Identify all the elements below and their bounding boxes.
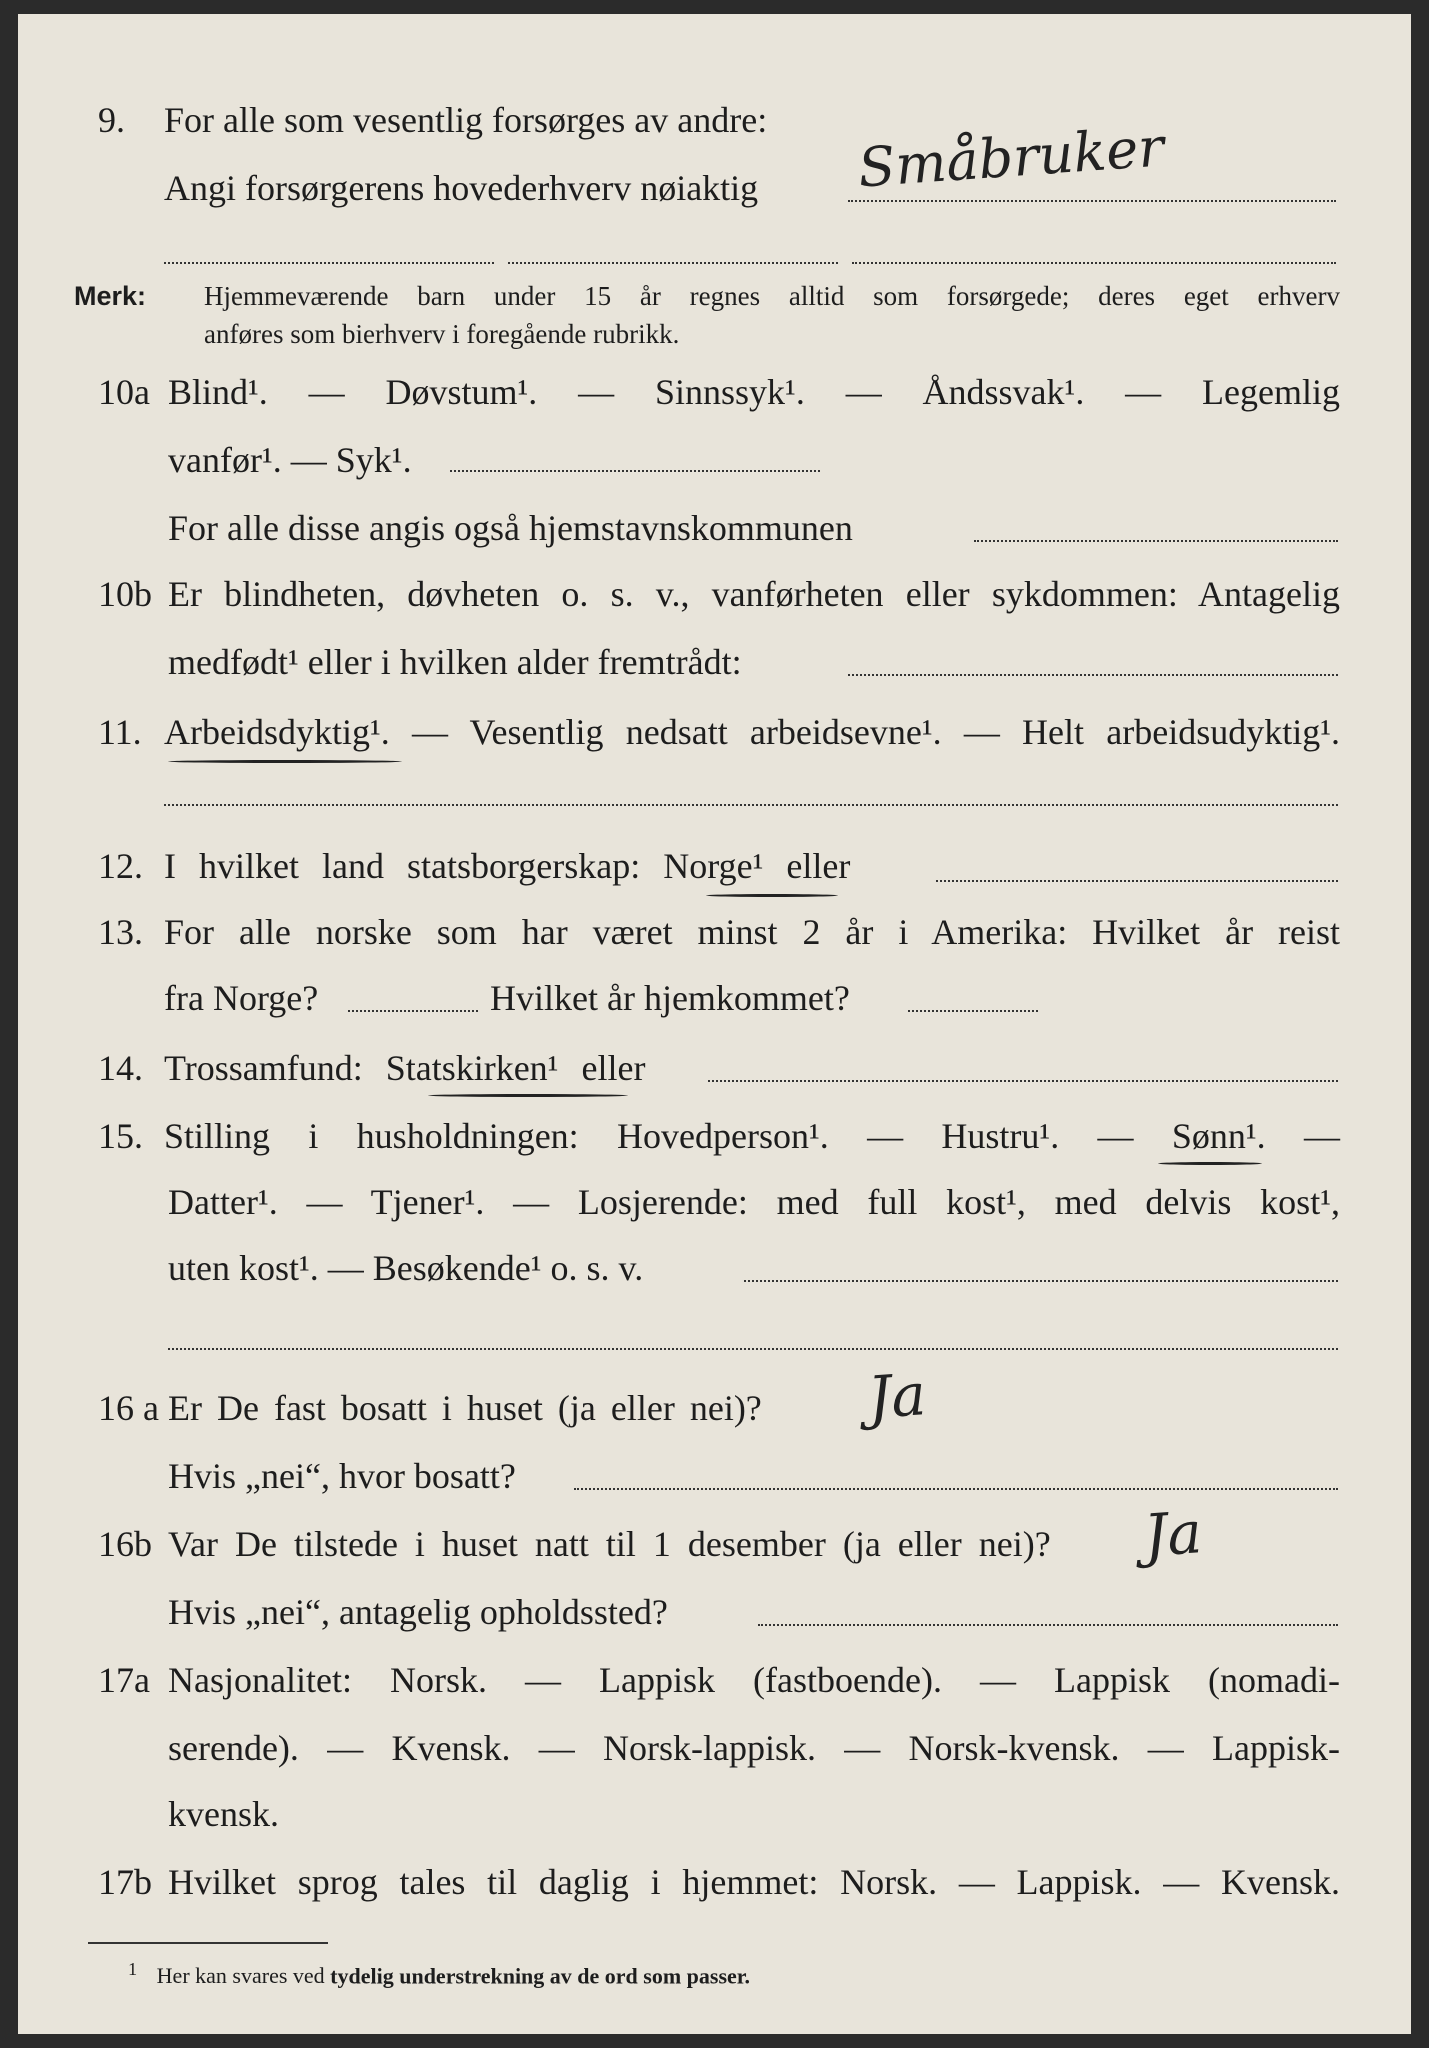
q9-extra-line-a[interactable] (164, 262, 494, 264)
q13-reist-line[interactable] (348, 1010, 478, 1012)
q16b-handwritten-answer: Ja (1141, 1498, 1205, 1570)
q14-underline-statskirken (428, 1094, 628, 1097)
q13-line2b: Hvilket år hjemkommet? (490, 978, 850, 1018)
q10a-line3: For alle disse angis også hjemstavnskommunen (168, 508, 853, 548)
q17b-line1: Hvilket sprog tales til daglig i hjemmet: Norsk. — Lappisk. — Kvensk. (168, 1862, 1340, 1902)
q17a-line2: serende). — Kvensk. — Norsk-lappisk. — Norsk-kvensk. — Lappisk- (168, 1728, 1340, 1768)
footnote-rule (88, 1942, 328, 1944)
q17b-number: 17b (98, 1862, 152, 1902)
merk-line1: Hjemmeværende barn under 15 år regnes alltid som forsørgede; deres eget erhverv (204, 281, 1340, 311)
q9-handwritten-answer: Småbruker (856, 115, 1166, 200)
q15-underline-sonn (1158, 1162, 1262, 1165)
q9-extra-line-b[interactable] (508, 262, 838, 264)
merk-line2: anføres som bierhverv i foregående rubrikk. (204, 319, 680, 349)
q16a-answer-line[interactable] (574, 1488, 1338, 1490)
q16b-line1: Var De tilstede i huset natt til 1 desember (ja eller nei)? (168, 1524, 1051, 1564)
q16b-answer-line[interactable] (758, 1624, 1338, 1626)
q9-line1: For alle som vesentlig forsørges av andre: (164, 100, 768, 140)
q16a-number: 16 a (98, 1388, 159, 1428)
q12-line1: I hvilket land statsborgerskap: Norge¹ eller (164, 846, 851, 886)
q17a-number: 17a (98, 1660, 150, 1700)
option-blind[interactable]: Blind¹. (168, 372, 268, 412)
dash: — (1125, 372, 1162, 412)
q10a-number: 10a (98, 372, 150, 412)
dash: — (578, 372, 615, 412)
q15-extra-line[interactable] (168, 1348, 1338, 1350)
q10a-line2: vanfør¹. — Syk¹. (168, 440, 412, 480)
merk-label: Merk: (74, 281, 147, 311)
dash: — (845, 372, 882, 412)
dash: — (308, 372, 345, 412)
q14-answer-line[interactable] (708, 1080, 1338, 1082)
q10a-answer-line[interactable] (450, 470, 820, 472)
census-form-page (18, 14, 1411, 2034)
q10b-line1: Er blindheten, døvheten o. s. v., vanførheten eller sykdommen: Antagelig (168, 574, 1340, 614)
q10a-line1 (168, 370, 1340, 414)
q11-line1: Arbeidsdyktig¹. — Vesentlig nedsatt arbeidsevne¹. — Helt arbeidsudyktig¹. (164, 712, 1340, 752)
q9-answer-line[interactable] (848, 200, 1336, 202)
q16b-line2: Hvis „nei“, antagelig opholdssted? (168, 1592, 668, 1632)
q15-number: 15. (98, 1116, 143, 1156)
footnote-text-plain: Her kan svares ved (156, 1963, 325, 1989)
footnote-mark: 1 (128, 1959, 138, 1979)
q13-number: 13. (98, 912, 143, 952)
footnote-text-bold: tydelig understrekning av de ord som passer. (330, 1963, 751, 1989)
q15-line1: Stilling i husholdningen: Hovedperson¹. — Hustru¹. — Sønn¹. — (164, 1116, 1340, 1156)
q15-answer-line[interactable] (744, 1280, 1338, 1282)
option-dovstum[interactable]: Døvstum¹. (385, 372, 538, 412)
q11-extra-line[interactable] (164, 804, 1338, 806)
q16a-line1: Er De fast bosatt i huset (ja eller nei)? (168, 1388, 762, 1428)
q16b-number: 16b (98, 1524, 152, 1564)
q13-line1: For alle norske som har været minst 2 år i Amerika: Hvilket år reist (164, 912, 1340, 952)
q17a-line3: kvensk. (168, 1794, 279, 1834)
q14-number: 14. (98, 1048, 143, 1088)
q10b-line2: medfødt¹ eller i hvilken alder fremtrådt: (168, 642, 742, 682)
option-sinnssyk[interactable]: Sinnssyk¹. (655, 372, 805, 412)
option-andssvak[interactable]: Åndssvak¹. (922, 372, 1085, 412)
q16a-line2: Hvis „nei“, hvor bosatt? (168, 1456, 516, 1496)
q10b-answer-line[interactable] (848, 674, 1338, 676)
option-legemlig[interactable]: Legemlig (1202, 372, 1340, 412)
q11-underline-arbeidsdyktig (168, 760, 402, 763)
q11-number: 11. (98, 712, 142, 752)
q13-hjemkommet-line[interactable] (908, 1010, 1038, 1012)
q9-line2: Angi forsørgerens hovederhverv nøiaktig (164, 168, 759, 208)
q15-line2: Datter¹. — Tjener¹. — Losjerende: med full kost¹, med delvis kost¹, (168, 1182, 1340, 1222)
q17a-line1: Nasjonalitet: Norsk. — Lappisk (fastboende). — Lappisk (nomadi- (168, 1660, 1340, 1700)
q9-extra-line-c[interactable] (852, 262, 1336, 264)
q16a-handwritten-answer: Ja (865, 1360, 929, 1432)
q13-line2a: fra Norge? (164, 978, 319, 1018)
q9-number: 9. (98, 100, 125, 140)
footnote (128, 1954, 750, 1991)
q10a-hjemstavn-line[interactable] (974, 540, 1338, 542)
q12-underline-norge (706, 894, 838, 897)
q12-answer-line[interactable] (936, 880, 1338, 882)
q15-line3: uten kost¹. — Besøkende¹ o. s. v. (168, 1248, 644, 1288)
q12-number: 12. (98, 846, 143, 886)
q14-line1: Trossamfund: Statskirken¹ eller (164, 1048, 646, 1088)
q10b-number: 10b (98, 574, 152, 614)
